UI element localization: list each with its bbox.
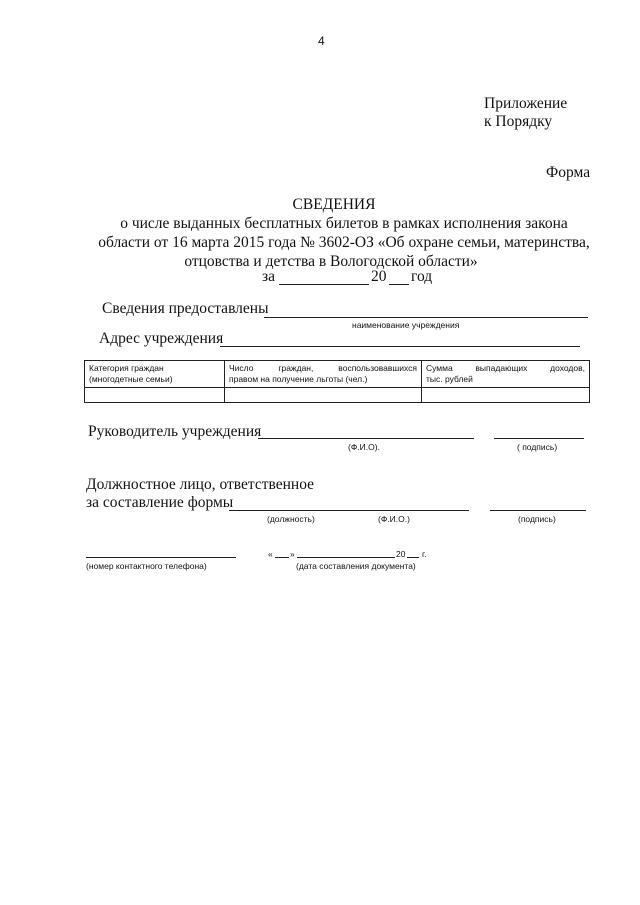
header-category-line2: (многодетные семьи) [89,374,173,384]
address-blank[interactable] [220,346,580,347]
header-category-line1: Категория граждан [89,363,164,373]
title-heading: СВЕДЕНИЯ [292,196,376,213]
page-number: 4 [318,34,325,48]
header-count-line2: правом на получение льготы (чел.) [229,374,368,384]
date-month-blank[interactable] [297,557,395,558]
official-position-caption: (должность) [267,514,315,524]
table-row [85,388,590,403]
form-label: Форма [546,164,591,181]
head-label: Руководитель учреждения [88,423,262,440]
header-citizens-count [225,361,422,388]
official-label-line1: Должностное лицо, ответственное [86,476,315,493]
period-year-blank[interactable] [389,284,409,285]
provided-by-blank[interactable] [264,317,588,318]
date-open-quote: « [268,549,273,559]
period-prefix: за [262,268,276,285]
official-signature-caption: (подпись) [518,514,556,524]
date-caption: (дата составления документа) [296,561,416,571]
header-count-line1: Число граждан, воспользовавшихся [229,363,417,373]
provided-by-label: Сведения предоставлены [102,300,269,317]
period-year-prefix: 20 [371,268,387,285]
title-line1: о числе выданных бесплатных билетов в рамках исполнения закона [120,215,568,232]
table-cell-count[interactable] [225,388,422,403]
period-suffix: год [411,268,433,285]
table-cell-category[interactable] [85,388,225,403]
appendix-line2: к Порядку [484,113,553,130]
header-income-line1: Сумма выпадающих доходов, [426,363,585,373]
appendix-line1: Приложение [484,95,568,112]
official-label-line2: за составление формы [86,494,234,511]
date-day-blank[interactable] [275,557,289,558]
head-fio-blank[interactable] [258,438,474,439]
header-lost-income [422,361,590,388]
title-line2: области от 16 марта 2015 года № 3602-ОЗ «Об охране семьи, материнства, [98,234,590,251]
table-header-row [85,361,590,388]
head-fio-caption: (Ф.И.О). [348,442,380,452]
document-title [0,195,640,271]
title-line3: отцовства и детства в Вологодской области» [184,253,478,270]
address-label: Адрес учреждения [99,330,224,347]
head-signature-blank[interactable] [494,438,584,439]
date-close-quote: » [290,549,295,559]
date-year-blank[interactable] [407,557,419,558]
header-category [85,361,225,388]
data-table [84,360,590,403]
table-cell-income[interactable] [422,388,590,403]
date-year-prefix: 20 [396,549,406,559]
phone-blank[interactable] [86,557,236,558]
provided-by-caption: наименование учреждения [352,320,460,330]
appendix-label [484,95,567,131]
official-fio-caption: (Ф.И.О.) [378,514,410,524]
phone-caption: (номер контактного телефона) [86,561,207,571]
head-signature-caption: ( подпись) [517,442,558,452]
date-year-suffix: г. [422,549,427,559]
header-income-line2: тыс. рублей [426,374,473,384]
official-position-fio-blank[interactable] [229,510,469,511]
period-blank[interactable] [279,284,369,285]
official-signature-blank[interactable] [490,510,586,511]
